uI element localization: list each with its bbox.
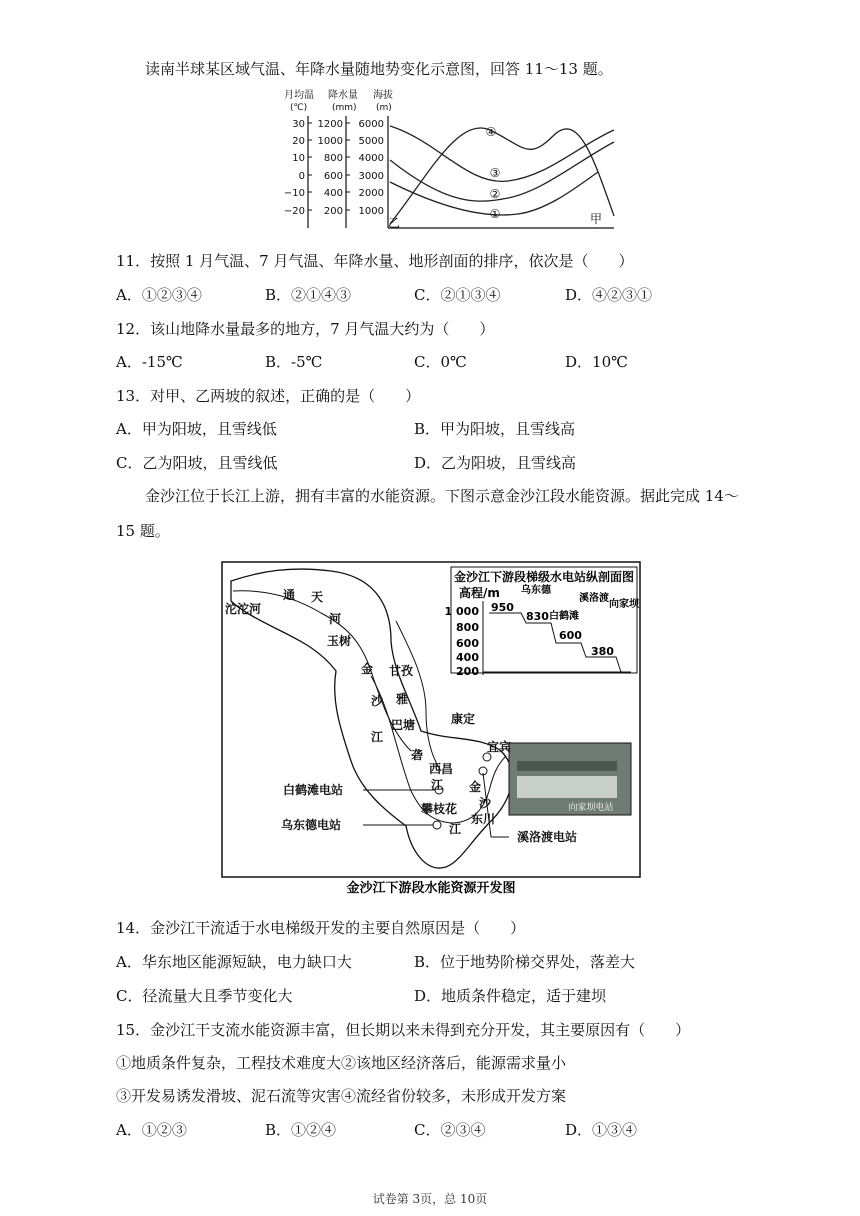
label-xiluodu: 溪洛渡电站 xyxy=(517,830,578,844)
q13-option-a[interactable]: A．甲为阳坡，且雪线低 xyxy=(116,420,277,438)
temp-tick: 30 xyxy=(292,119,305,130)
curve-3 xyxy=(390,126,614,181)
inset-value: 950 xyxy=(491,601,514,614)
label-panzhihua: 攀枝花 xyxy=(421,802,458,816)
label-jiang3: 江 xyxy=(449,822,462,836)
side-label-jia: 甲 xyxy=(589,212,603,226)
question-15: 15．金沙江干支流水能资源丰富，但长期以来未得到充分开发，其主要原因有（ ） xyxy=(116,1021,691,1039)
q15-option-c[interactable]: C．②③④ xyxy=(414,1121,486,1139)
chart-unit-temp: (℃) xyxy=(290,103,308,113)
curve-label-3: ③ xyxy=(489,166,501,180)
elev-tick: 5000 xyxy=(358,136,384,147)
precip-tick: 800 xyxy=(323,153,343,164)
climate-elevation-chart xyxy=(278,86,618,232)
temp-tick: 20 xyxy=(292,136,305,147)
label-jiang2: 江 xyxy=(431,778,444,792)
inset-tick: 600 xyxy=(456,637,479,650)
intro-text-2: 金沙江位于长江上游，拥有丰富的水能资源。下图示意金沙江段水能资源。据此完成 14～ xyxy=(145,487,739,505)
inset-tick: 400 xyxy=(456,651,479,664)
label-baihetan: 白鹤滩电站 xyxy=(283,783,344,797)
temp-tick: −10 xyxy=(283,188,305,199)
curve-label-1: ① xyxy=(489,207,501,221)
q11-option-a[interactable]: A．①②③④ xyxy=(116,286,202,304)
inset-station-name: 乌东德 xyxy=(521,585,551,596)
label-ganzi: 甘孜 xyxy=(389,664,414,678)
curve-label-2: ② xyxy=(489,187,501,201)
q14-option-a[interactable]: A．华东地区能源短缺，电力缺口大 xyxy=(116,953,352,971)
inset-tick: 800 xyxy=(456,621,479,634)
q13-option-d[interactable]: D．乙为阳坡，且雪线高 xyxy=(414,454,577,472)
q14-option-b[interactable]: B．位于地势阶梯交界处，落差大 xyxy=(414,953,636,971)
temp-tick: −20 xyxy=(283,206,305,217)
label-ya: 雅 xyxy=(396,692,409,706)
q11-option-c[interactable]: C．②①③④ xyxy=(414,286,501,304)
precip-tick: 400 xyxy=(323,188,343,199)
inset-value: 600 xyxy=(559,629,582,642)
label-sha2: 沙 xyxy=(479,796,492,810)
elev-tick: 2000 xyxy=(358,188,384,199)
question-11: 11．按照 1 月气温、7 月气温、年降水量、地形剖面的排序，依次是（ ） xyxy=(116,252,634,270)
q13-option-b[interactable]: B．甲为阳坡，且雪线高 xyxy=(414,420,576,438)
precip-tick: 600 xyxy=(323,171,343,182)
inset-station-name: 白鹤滩 xyxy=(549,611,579,622)
precip-tick: 1000 xyxy=(317,136,343,147)
q15-statement-2: ③开发易诱发滑坡、泥石流等灾害④流经省份较多，未形成开发方案 xyxy=(116,1087,567,1105)
inset-tick: 200 xyxy=(456,665,479,678)
label-jiang1: 江 xyxy=(371,730,384,744)
chart-unit-precip: (mm) xyxy=(332,103,357,113)
label-jin2: 金 xyxy=(469,780,482,794)
elev-tick: 1000 xyxy=(358,206,384,217)
chart-header-precip: 降水量 xyxy=(328,90,358,101)
q12-option-c[interactable]: C．0℃ xyxy=(414,353,467,371)
chart-header-temp: 月均温 xyxy=(284,90,314,101)
label-dongchuan: 东川 xyxy=(471,812,496,826)
page-footer: 试卷第 3页，总 10页 xyxy=(372,1192,488,1206)
chart-unit-elev: (m) xyxy=(376,103,392,113)
inset-tick: 1 000 xyxy=(444,605,479,618)
label-xichang: 西昌 xyxy=(429,762,454,776)
q11-option-d[interactable]: D．④②③① xyxy=(565,286,653,304)
label-he: 河 xyxy=(329,612,342,626)
curve-label-4: ④ xyxy=(485,125,497,139)
precip-tick: 1200 xyxy=(317,119,343,130)
chart-header-elev: 海拔 xyxy=(373,90,393,101)
elev-tick: 3000 xyxy=(358,171,384,182)
q14-option-d[interactable]: D．地质条件稳定，适于建坝 xyxy=(414,987,607,1005)
q15-option-d[interactable]: D．①③④ xyxy=(565,1121,638,1139)
side-label-yi: 乙 xyxy=(387,216,401,230)
label-tuotuo: 沱沱河 xyxy=(225,602,262,616)
label-batang: 巴塘 xyxy=(391,718,416,732)
label-long: 砻 xyxy=(411,748,424,762)
label-jin1: 金 xyxy=(361,662,374,676)
inset-station-name: 溪洛渡 xyxy=(579,593,609,604)
elev-tick: 4000 xyxy=(358,153,384,164)
inset-value: 380 xyxy=(591,645,614,658)
q12-option-a[interactable]: A．-15℃ xyxy=(116,353,183,371)
q11-option-b[interactable]: B．②①④③ xyxy=(265,286,352,304)
q15-option-b[interactable]: B．①②④ xyxy=(265,1121,337,1139)
q12-option-d[interactable]: D．10℃ xyxy=(565,353,628,371)
precip-tick: 200 xyxy=(323,206,343,217)
inset-ylabel: 高程/m xyxy=(459,586,500,600)
jinsha-river-map xyxy=(221,561,641,899)
label-yibin: 宜宾 xyxy=(487,740,512,754)
q15-option-a[interactable]: A．①②③ xyxy=(116,1121,187,1139)
temp-tick: 0 xyxy=(298,171,305,182)
inset-title: 金沙江下游段梯级水电站纵剖面图 xyxy=(453,570,635,584)
question-12: 12．该山地降水量最多的地方，7 月气温大约为（ ） xyxy=(116,320,495,338)
question-14: 14．金沙江干流适于水电梯级开发的主要自然原因是（ ） xyxy=(116,919,526,937)
intro-text-1: 读南半球某区域气温、年降水量随地势变化示意图，回答 11～13 题。 xyxy=(145,60,613,78)
curve-2 xyxy=(390,142,614,201)
label-yushu: 玉树 xyxy=(327,634,352,648)
inset-station-name: 向家坝 xyxy=(609,599,639,610)
intro-text-2-cont: 15 题。 xyxy=(116,522,170,540)
map-caption: 金沙江下游段水能资源开发图 xyxy=(346,881,516,896)
label-kangding: 康定 xyxy=(451,712,476,726)
inset-value: 830 xyxy=(526,610,549,623)
q13-option-c[interactable]: C．乙为阳坡，且雪线低 xyxy=(116,454,278,472)
q12-option-b[interactable]: B．-5℃ xyxy=(265,353,323,371)
label-tian: 天 xyxy=(311,590,324,604)
label-tong: 通 xyxy=(283,588,296,602)
label-sha1: 沙 xyxy=(371,694,384,708)
temp-tick: 10 xyxy=(292,153,305,164)
label-wudongde: 乌东德电站 xyxy=(281,818,342,832)
q14-option-c[interactable]: C．径流量大且季节变化大 xyxy=(116,987,293,1005)
photo-caption: 向家坝电站 xyxy=(568,803,614,813)
question-13: 13．对甲、乙两坡的叙述，正确的是（ ） xyxy=(116,387,421,405)
elev-tick: 6000 xyxy=(358,119,384,130)
q15-statement-1: ①地质条件复杂，工程技术难度大②该地区经济落后，能源需求量小 xyxy=(116,1054,567,1072)
